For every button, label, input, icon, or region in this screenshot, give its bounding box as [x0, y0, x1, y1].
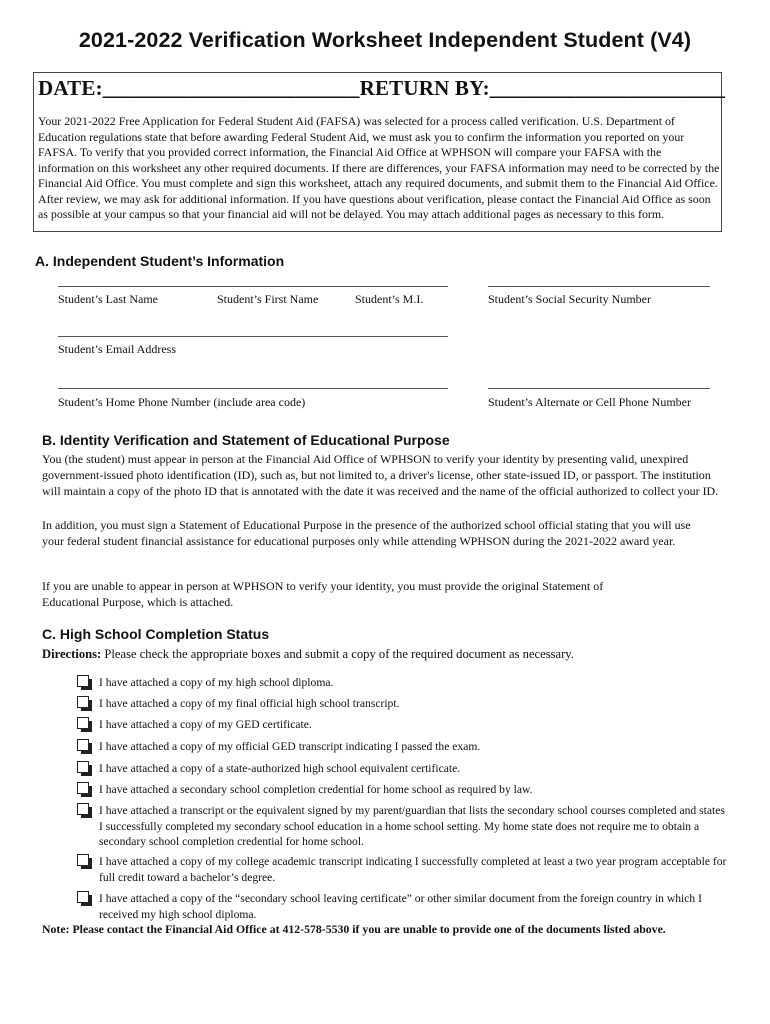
email-field-line[interactable]	[58, 336, 448, 337]
checkbox-item-ged-certificate[interactable]: I have attached a copy of my GED certificate.	[77, 717, 727, 733]
checkbox-item-foreign-certificate[interactable]: I have attached a copy of the “secondary school leaving certificate” or other similar document from the foreign country in which I received my high school diploma.	[77, 891, 727, 922]
email-label: Student’s Email Address	[58, 342, 176, 356]
alt-phone-label: Student’s Alternate or Cell Phone Number	[488, 395, 691, 409]
checkbox-item-ged-transcript[interactable]: I have attached a copy of my official GED transcript indicating I passed the exam.	[77, 739, 727, 755]
checkbox[interactable]	[77, 696, 89, 708]
home-phone-label: Student’s Home Phone Number (include area code)	[58, 395, 306, 409]
return-by-field[interactable]: RETURN BY:______________________	[359, 76, 726, 100]
section-b-heading: B. Identity Verification and Statement of Educational Purpose	[42, 432, 450, 448]
date-return-line	[38, 76, 725, 101]
ssn-field-line[interactable]	[488, 286, 710, 287]
name-field-line[interactable]	[58, 286, 448, 287]
checkbox-item-equivalent-certificate[interactable]: I have attached a copy of a state-authorized high school equivalent certificate.	[77, 761, 727, 777]
mi-label: Student’s M.I.	[355, 292, 424, 306]
directions-text: Please check the appropriate boxes and submit a copy of the required document as necessary.	[101, 647, 574, 661]
page-title: 2021-2022 Verification Worksheet Independent Student (V4)	[78, 28, 692, 52]
checkbox-item-home-school-transcript[interactable]: I have attached a transcript or the equivalent signed by my parent/guardian that lists the secondary school courses completed and states I successfully completed my secondary school education in a home school setting. My home state does not require me to obtain a secondary school completion credential for home school.	[77, 803, 727, 850]
note: Note: Please contact the Financial Aid Office at 412-578-5530 if you are unable to provide one of the documents listed above.	[42, 922, 666, 936]
checkbox-item-transcript[interactable]: I have attached a copy of my final official high school transcript.	[77, 696, 727, 712]
section-c-heading: C. High School Completion Status	[42, 626, 270, 642]
intro-text: Your 2021-2022 Free Application for Federal Student Aid (FAFSA) was selected for a process called verification. U.S. Department of Education regulations state that before awarding Federal Student Aid, we must ask you to confirm the information you reported on your FAFSA. To verify that you provided correct information, the Financial Aid Office at WPHSON will compare your FAFSA with the information on this worksheet any other required documents. If there are differences, your FAFSA information may need to be corrected by the Financial Aid Office. You must complete and sign this worksheet, attach any required documents, and submit them to the Financial Aid Office. After review, we may ask for additional information. If you have questions about verification, please contact the Financial Aid Office as soon as possible at your campus so that your financial aid will not be delayed. You may attach additional pages as necessary to this form.	[38, 114, 720, 221]
alt-phone-field-line[interactable]	[488, 388, 710, 389]
checkbox[interactable]	[77, 761, 89, 773]
checkbox-item-diploma[interactable]: I have attached a copy of my high school diploma.	[77, 675, 727, 691]
section-b-paragraph-2: In addition, you must sign a Statement of Educational Purpose in the presence of the authorized school official stating that you will use your federal student financial assistance for educational purposes only while attending WPHSON during the 2021-2022 award year.	[42, 518, 691, 548]
section-b-paragraph-3: If you are unable to appear in person at WPHSON to verify your identity, you must provide the original Statement of Educational Purpose, which is attached.	[42, 579, 604, 609]
checkbox[interactable]	[77, 717, 89, 729]
directions-label: Directions:	[42, 647, 102, 661]
section-b-paragraph-1: You (the student) must appear in person at the Financial Aid Office of WPHSON to verify your identity by presenting valid, unexpired government-issued photo identification (ID), such as, but not limited to, a driver's license, other state-issued ID, or passport. The institution will maintain a copy of the photo ID that is annotated with the date it was received and the name of the official authorized to collect your ID.	[42, 452, 719, 498]
home-phone-field-line[interactable]	[58, 388, 448, 389]
first-name-label: Student’s First Name	[217, 292, 319, 306]
checkbox-item-college-transcript[interactable]: I have attached a copy of my college academic transcript indicating I successfully completed at least a two year program acceptable for full credit toward a bachelor’s degree.	[77, 854, 727, 885]
checkbox[interactable]	[77, 739, 89, 751]
date-field[interactable]: DATE:________________________	[38, 76, 360, 100]
last-name-label: Student’s Last Name	[58, 292, 158, 306]
checkbox[interactable]	[77, 854, 89, 866]
checkbox-item-home-school-credential[interactable]: I have attached a secondary school completion credential for home school as required by law.	[77, 782, 727, 798]
directions	[42, 647, 574, 662]
checkbox[interactable]	[77, 803, 89, 815]
ssn-label: Student’s Social Security Number	[488, 292, 651, 306]
checkbox[interactable]	[77, 782, 89, 794]
checkbox[interactable]	[77, 675, 89, 687]
section-a-heading: A. Independent Student’s Information	[35, 253, 285, 269]
checkbox[interactable]	[77, 891, 89, 903]
